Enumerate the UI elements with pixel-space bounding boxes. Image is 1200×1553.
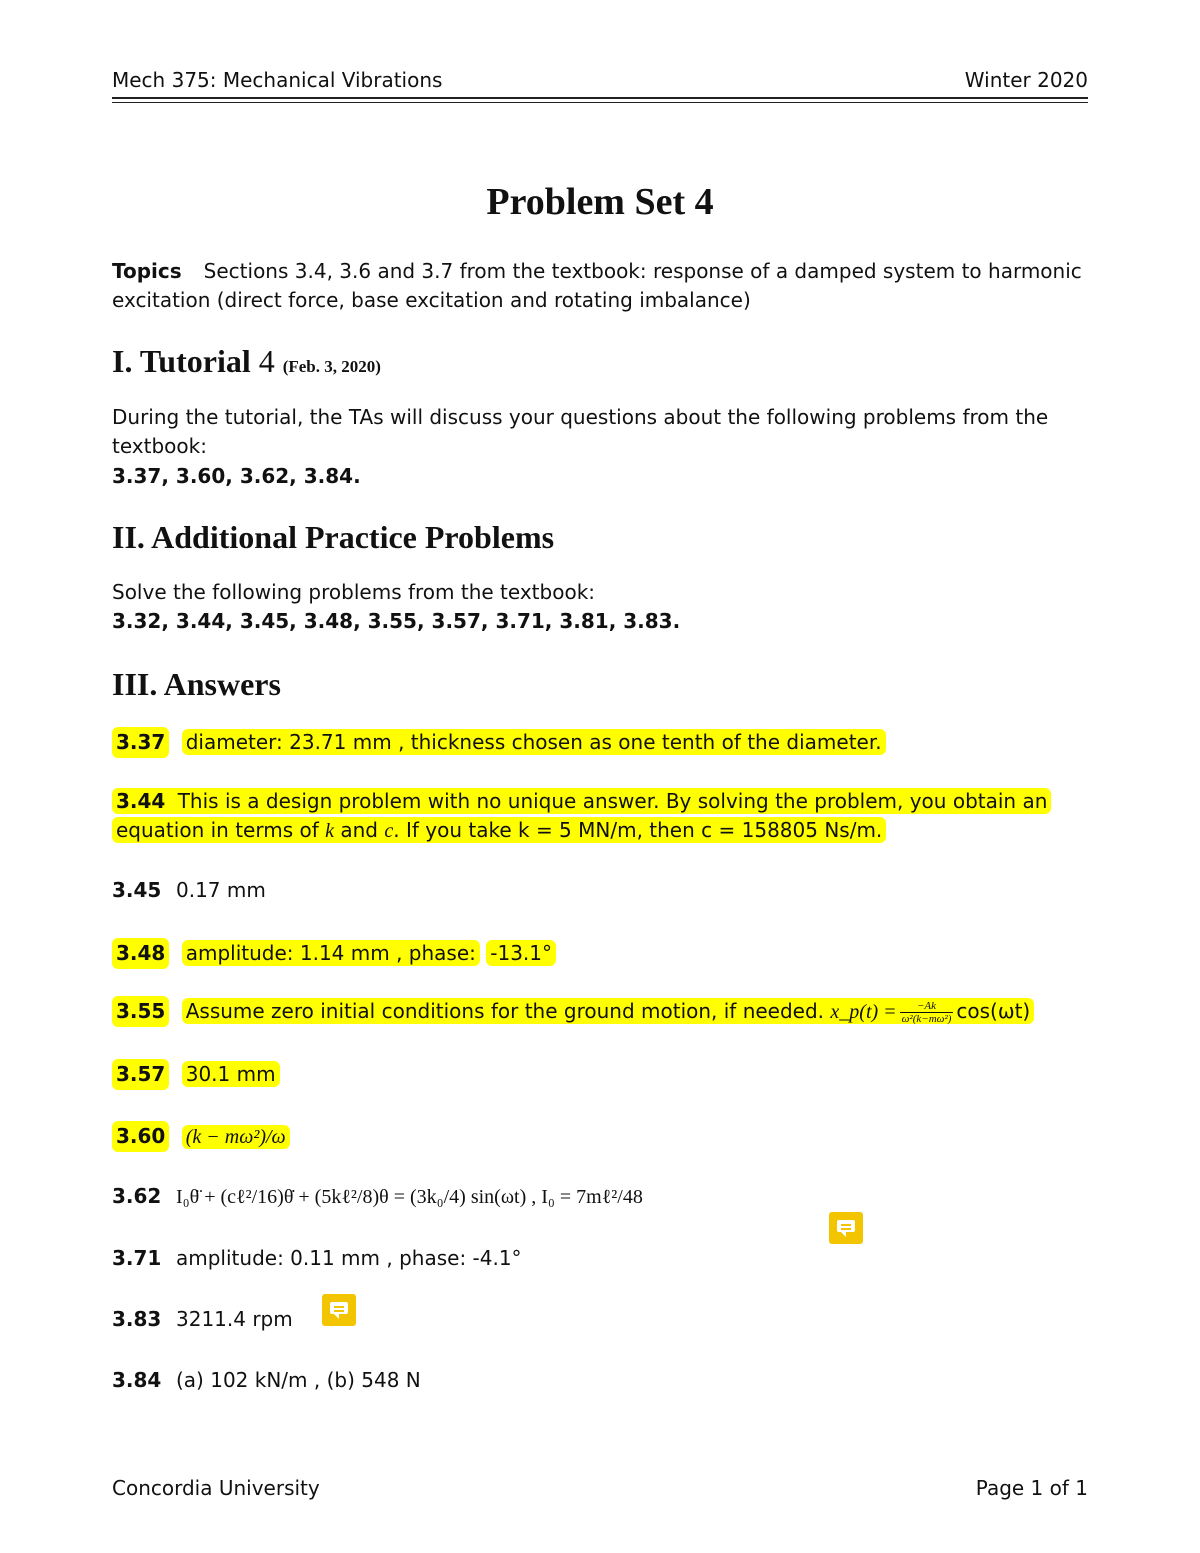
note-line bbox=[841, 1224, 851, 1226]
page-number: Page 1 of 1 bbox=[975, 1476, 1088, 1500]
math-k-value: k = 5 MN/m, then bbox=[518, 818, 695, 842]
math-k: k bbox=[325, 820, 334, 842]
answer-number: 3.60 bbox=[112, 1121, 169, 1152]
answer-number: 3.37 bbox=[112, 727, 169, 758]
math-fraction bbox=[900, 1000, 954, 1025]
note-bubble bbox=[837, 1220, 855, 1232]
answer-number: 3.62 bbox=[112, 1184, 162, 1208]
answer-phase: -13.1° bbox=[486, 940, 556, 966]
section-tutorial-heading bbox=[112, 343, 381, 380]
math-rhs: cos(ωt) bbox=[956, 999, 1031, 1023]
tutorial-heading-text: I. Tutorial bbox=[112, 343, 251, 379]
answer-formula: I₀θ̈ + (cℓ²/16)θ̇ + (5kℓ²/8)θ = (3k₀/4) sin(ωt) , I₀ = 7mℓ²/48 bbox=[176, 1186, 643, 1208]
answer-text: 0.17 mm bbox=[176, 878, 266, 902]
answer-3-48 bbox=[112, 938, 1102, 969]
course-title: Mech 375: Mechanical Vibrations bbox=[112, 68, 443, 92]
answer-3-57 bbox=[112, 1059, 1102, 1090]
answer-formula: (k − mω²)/ω bbox=[182, 1125, 290, 1149]
answer-text-cont: . If you take bbox=[393, 818, 512, 842]
note-line bbox=[334, 1306, 344, 1308]
section-answers-heading: III. Answers bbox=[112, 666, 281, 702]
answer-3-71 bbox=[112, 1244, 1102, 1273]
tutorial-number: 4 bbox=[258, 343, 275, 379]
answer-3-62 bbox=[112, 1182, 1102, 1212]
topics-text: Sections 3.4, 3.6 and 3.7 from the textbook: response of a damped system to harmonic excitation (direct force, base excitation and rotating imbalance) bbox=[112, 259, 1082, 312]
answer-number: 3.44 bbox=[116, 789, 166, 813]
answer-3-37 bbox=[112, 727, 1102, 758]
comment-note-icon[interactable] bbox=[322, 1294, 356, 1326]
answer-text: diameter: 23.71 mm , thickness chosen as one tenth of the diameter. bbox=[182, 729, 886, 755]
tutorial-problems: 3.37, 3.60, 3.62, 3.84. bbox=[112, 464, 361, 488]
math-c-value: c = 158805 Ns/m. bbox=[701, 818, 883, 842]
answer-text: Assume zero initial conditions for the ground motion, if needed. bbox=[185, 999, 825, 1023]
section-practice-heading: II. Additional Practice Problems bbox=[112, 519, 555, 555]
fraction-numerator: −Ak bbox=[900, 1000, 954, 1013]
note-line bbox=[841, 1228, 851, 1230]
topics-paragraph bbox=[112, 257, 1090, 315]
header-rule bbox=[112, 97, 1088, 99]
answer-3-84 bbox=[112, 1366, 1102, 1395]
answer-text: 30.1 mm bbox=[182, 1061, 280, 1087]
institution-name: Concordia University bbox=[112, 1476, 320, 1500]
page-title: Problem Set 4 bbox=[486, 181, 714, 223]
answer-text: amplitude: 0.11 mm , phase: -4.1° bbox=[176, 1246, 522, 1270]
answer-number: 3.48 bbox=[112, 938, 169, 969]
answer-text: amplitude: 1.14 mm , phase: bbox=[182, 940, 480, 966]
answer-text: (a) 102 kN/m , (b) 548 N bbox=[176, 1368, 421, 1392]
note-bubble bbox=[330, 1302, 348, 1314]
answer-number: 3.55 bbox=[112, 996, 169, 1027]
note-line bbox=[334, 1310, 344, 1312]
header-rule-thin bbox=[112, 102, 1088, 103]
answer-number: 3.45 bbox=[112, 878, 162, 902]
answer-3-55 bbox=[112, 996, 1102, 1027]
topics-label: Topics bbox=[112, 259, 182, 283]
math-c: c bbox=[384, 820, 394, 842]
answer-number: 3.57 bbox=[112, 1059, 169, 1090]
answer-3-83 bbox=[112, 1305, 1102, 1334]
comment-note-icon[interactable] bbox=[829, 1212, 863, 1244]
practice-intro: Solve the following problems from the textbook: bbox=[112, 580, 596, 604]
practice-problems: 3.32, 3.44, 3.45, 3.48, 3.55, 3.57, 3.71, 3.81, 3.83. bbox=[112, 609, 681, 633]
answer-text: 3211.4 rpm bbox=[176, 1307, 293, 1331]
answer-number: 3.71 bbox=[112, 1246, 162, 1270]
math-lhs: x_p(t) = bbox=[830, 1001, 897, 1023]
term-label: Winter 2020 bbox=[964, 68, 1088, 92]
answer-number: 3.83 bbox=[112, 1307, 162, 1331]
answer-text: This is a design problem with no unique answer. By solving the problem, you obtain an equation in terms of bbox=[116, 789, 1048, 842]
answer-text-and: and bbox=[340, 818, 378, 842]
answer-3-44 bbox=[112, 787, 1092, 846]
fraction-denominator: ω²(k−mω²) bbox=[901, 1013, 952, 1025]
answer-3-60 bbox=[112, 1121, 1102, 1152]
tutorial-date: (Feb. 3, 2020) bbox=[282, 357, 381, 376]
answer-3-45 bbox=[112, 876, 1102, 905]
tutorial-intro: During the tutorial, the TAs will discuss your questions about the following problems from the textbook: bbox=[112, 405, 1049, 458]
answer-number: 3.84 bbox=[112, 1368, 162, 1392]
